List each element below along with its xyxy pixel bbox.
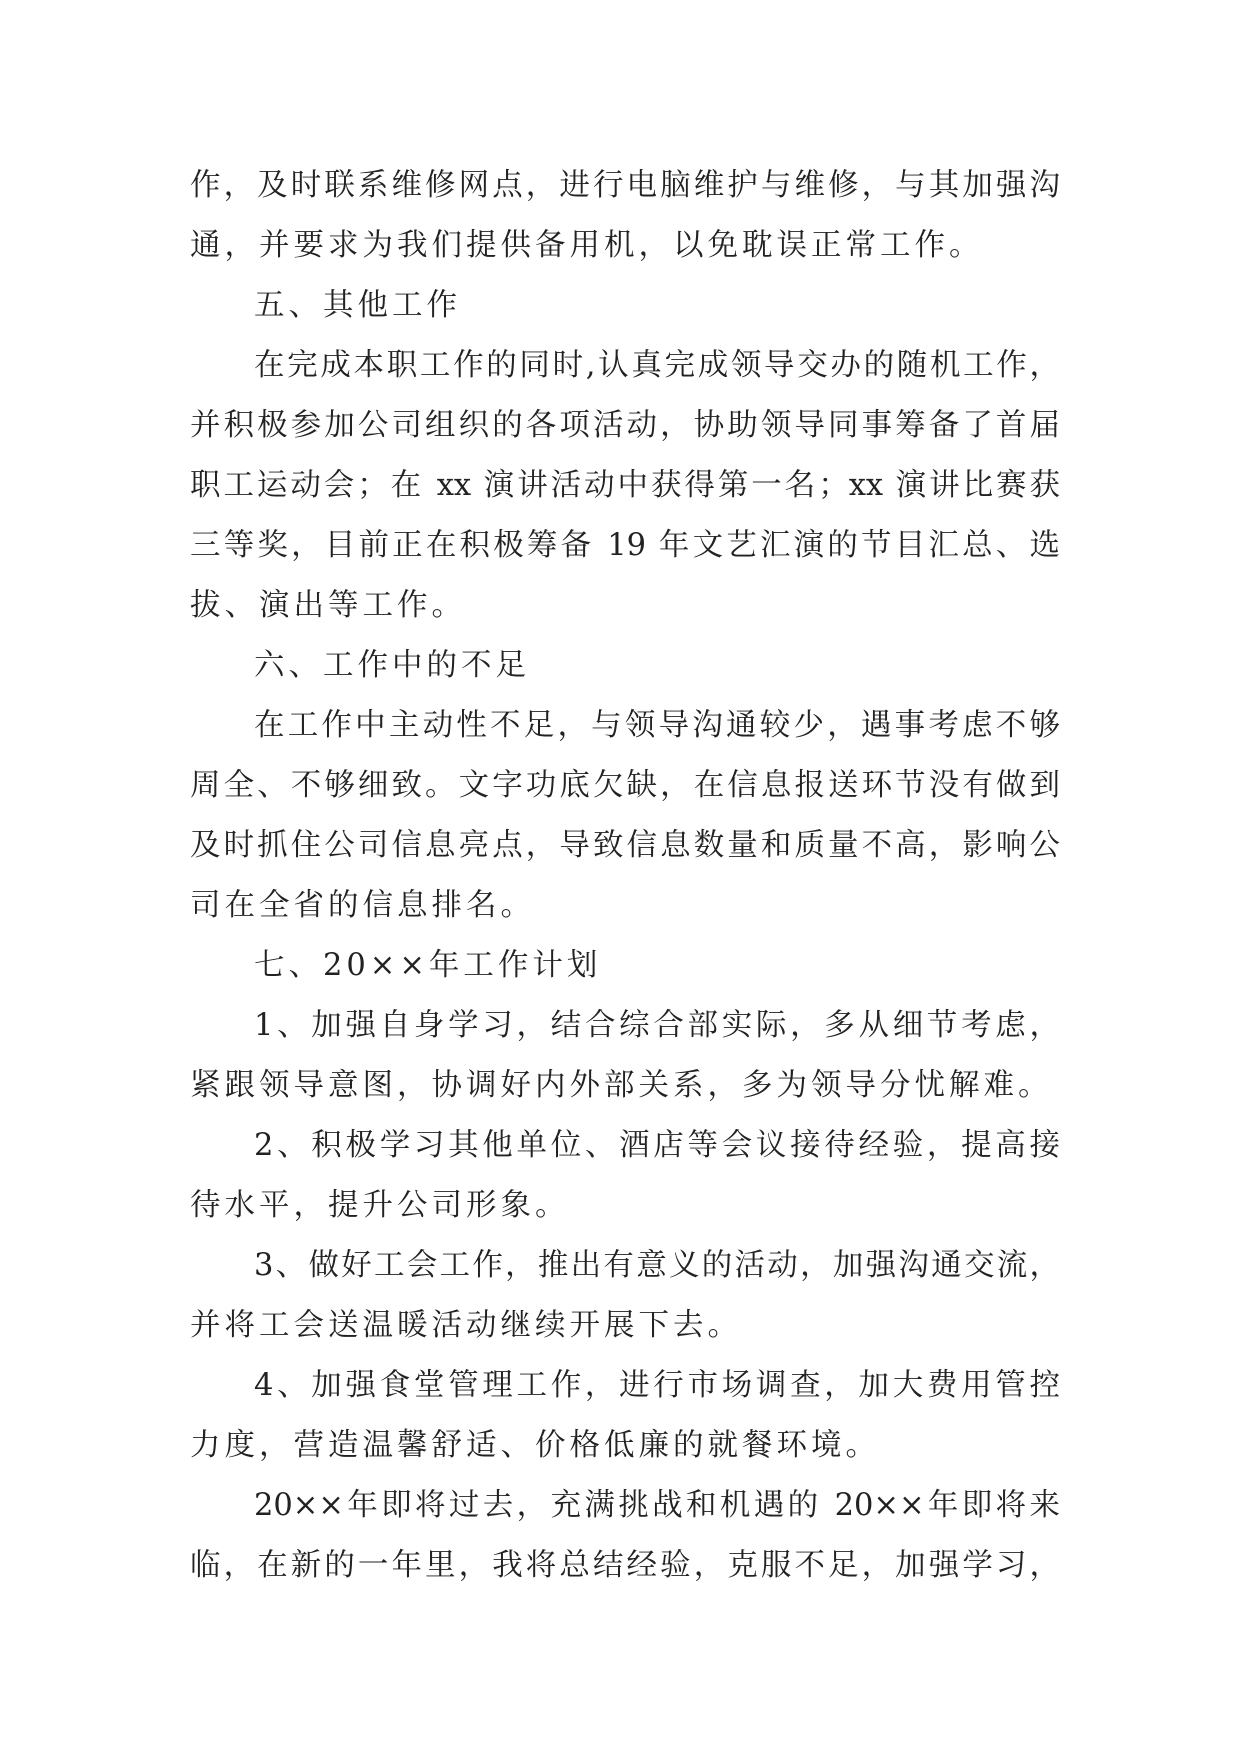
- text-line: 并将工会送温暖活动继续开展下去。: [190, 1308, 742, 1343]
- text-line: 通，并要求为我们提供备用机，以免耽误正常工作。: [190, 228, 984, 263]
- text-line: 在完成本职工作的同时,认真完成领导交办的随机工作，: [254, 348, 1060, 383]
- document-body: [190, 156, 1060, 1596]
- text-line: 待水平，提升公司形象。: [190, 1188, 570, 1223]
- text-line: 在工作中主动性不足，与领导沟通较少，遇事考虑不够: [254, 708, 1060, 743]
- text-line: 20××年即将过去，充满挑战和机遇的 20××年即将来: [254, 1488, 1060, 1523]
- text-line: 3、做好工会工作，推出有意义的活动，加强沟通交流，: [254, 1248, 1060, 1283]
- section-heading-shortcomings: 六、工作中的不足: [254, 648, 530, 683]
- text-line: 1、加强自身学习，结合综合部实际，多从细节考虑，: [254, 1008, 1060, 1043]
- text-line: 职工运动会；在 xx 演讲活动中获得第一名；xx 演讲比赛获: [190, 468, 1060, 503]
- text-line: 2、积极学习其他单位、酒店等会议接待经验，提高接: [254, 1128, 1060, 1163]
- text-line: 4、加强食堂管理工作，进行市场调查，加大费用管控: [254, 1368, 1060, 1403]
- text-line: 临，在新的一年里，我将总结经验，克服不足，加强学习，: [190, 1548, 1060, 1583]
- text-line: 作，及时联系维修网点，进行电脑维护与维修，与其加强沟: [190, 168, 1060, 203]
- text-line: 力度，营造温馨舒适、价格低廉的就餐环境。: [190, 1428, 880, 1463]
- text-line: 紧跟领导意图，协调好内外部关系，多为领导分忧解难。: [190, 1068, 1053, 1103]
- text-line: 三等奖，目前正在积极筹备 19 年文艺汇演的节目汇总、选: [190, 528, 1060, 563]
- text-line: 司在全省的信息排名。: [190, 888, 535, 923]
- text-line: 并积极参加公司组织的各项活动，协助领导同事筹备了首届: [190, 408, 1060, 443]
- text-line: 周全、不够细致。文字功底欠缺，在信息报送环节没有做到: [190, 768, 1060, 803]
- text-line: 及时抓住公司信息亮点，导致信息数量和质量不高，影响公: [190, 828, 1060, 863]
- section-heading-work-plan: 七、20××年工作计划: [254, 948, 602, 983]
- text-line: 拔、演出等工作。: [190, 588, 466, 623]
- section-heading-other-work: 五、其他工作: [254, 288, 461, 323]
